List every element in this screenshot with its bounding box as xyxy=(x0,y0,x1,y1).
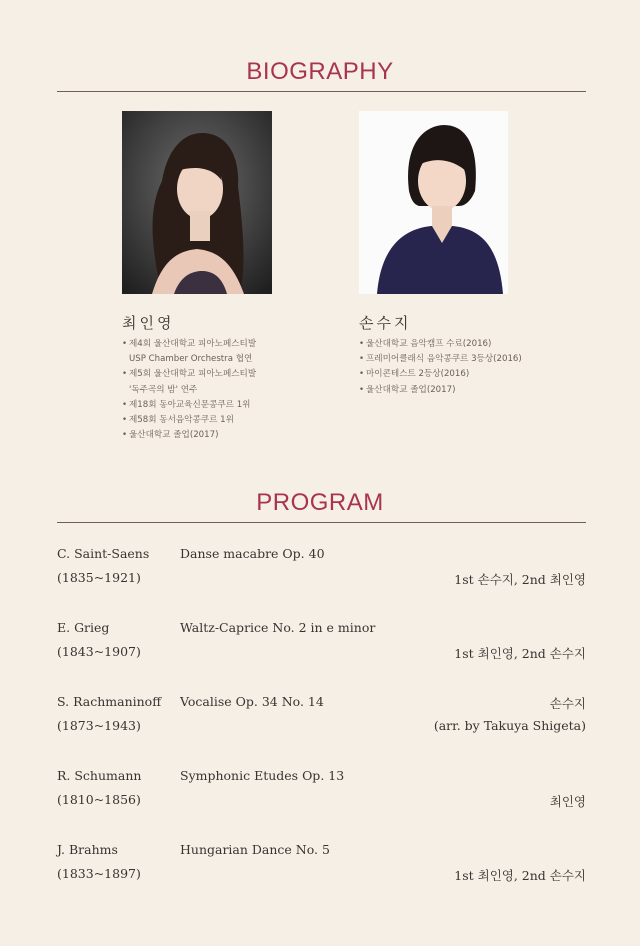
work-title: Waltz-Caprice No. 2 in e minor xyxy=(180,620,376,635)
composer-years: (1810~1856) xyxy=(57,792,141,807)
program-item xyxy=(57,610,586,684)
composer-years: (1835~1921) xyxy=(57,570,141,585)
biography-title: BIOGRAPHY xyxy=(246,58,394,85)
bio-item: • 울산대학교 졸업(2017) xyxy=(122,428,322,443)
performer-photo-choi xyxy=(122,111,272,294)
program-item xyxy=(57,536,586,610)
bio-item: • 프레미어클래식 음악콩쿠르 3등상(2016) xyxy=(359,352,579,367)
performer-bio-choi xyxy=(122,337,322,443)
performer-line-2: 1st 손수지, 2nd 최인영 xyxy=(454,572,586,587)
composer-name: C. Saint-Saens xyxy=(57,546,150,561)
biography-divider xyxy=(57,91,586,92)
performer-line-2: 1st 최인영, 2nd 손수지 xyxy=(454,868,586,883)
composer-name: J. Brahms xyxy=(57,842,118,857)
program-item xyxy=(57,758,586,832)
composer-name: R. Schumann xyxy=(57,768,142,783)
program-list xyxy=(57,536,586,906)
bio-item: • 울산대학교 음악캠프 수료(2016) xyxy=(359,337,579,352)
bio-item: • 제5회 울산대학교 피아노페스티발 '독주곡의 밤' 연주 xyxy=(122,367,322,397)
composer-name: E. Grieg xyxy=(57,620,110,635)
program-item xyxy=(57,832,586,906)
performer-photo-son xyxy=(359,111,508,294)
performer-line-2: 최인영 xyxy=(549,794,586,809)
program-title: PROGRAM xyxy=(256,489,384,516)
performer-name-choi: 최인영 xyxy=(122,314,175,332)
work-title: Danse macabre Op. 40 xyxy=(180,546,325,561)
performer-line-2: 1st 최인영, 2nd 손수지 xyxy=(454,646,586,661)
performer-name-son: 손수지 xyxy=(359,314,412,332)
performer-line-2: (arr. by Takuya Shigeta) xyxy=(433,718,586,733)
composer-name: S. Rachmaninoff xyxy=(57,694,162,709)
work-title: Vocalise Op. 34 No. 14 xyxy=(180,694,324,709)
program-item xyxy=(57,684,586,758)
bio-item: • 마이콘테스트 2등상(2016) xyxy=(359,367,579,382)
work-title: Hungarian Dance No. 5 xyxy=(180,842,330,857)
bio-item: • 울산대학교 졸업(2017) xyxy=(359,383,579,398)
bio-item: • 제58회 동서음악콩쿠르 1위 xyxy=(122,413,322,428)
performer-bio-son xyxy=(359,337,579,398)
composer-years: (1873~1943) xyxy=(57,718,141,733)
bio-item: • 제4회 울산대학교 피아노페스티발 USP Chamber Orchestra 협연 xyxy=(122,337,322,367)
composer-years: (1833~1897) xyxy=(57,866,141,881)
composer-years: (1843~1907) xyxy=(57,644,141,659)
bio-item: • 제18회 동아교육신문콩쿠르 1위 xyxy=(122,398,322,413)
performer-line-1: 손수지 xyxy=(549,696,586,711)
program-divider xyxy=(57,522,586,523)
work-title: Symphonic Etudes Op. 13 xyxy=(180,768,345,783)
